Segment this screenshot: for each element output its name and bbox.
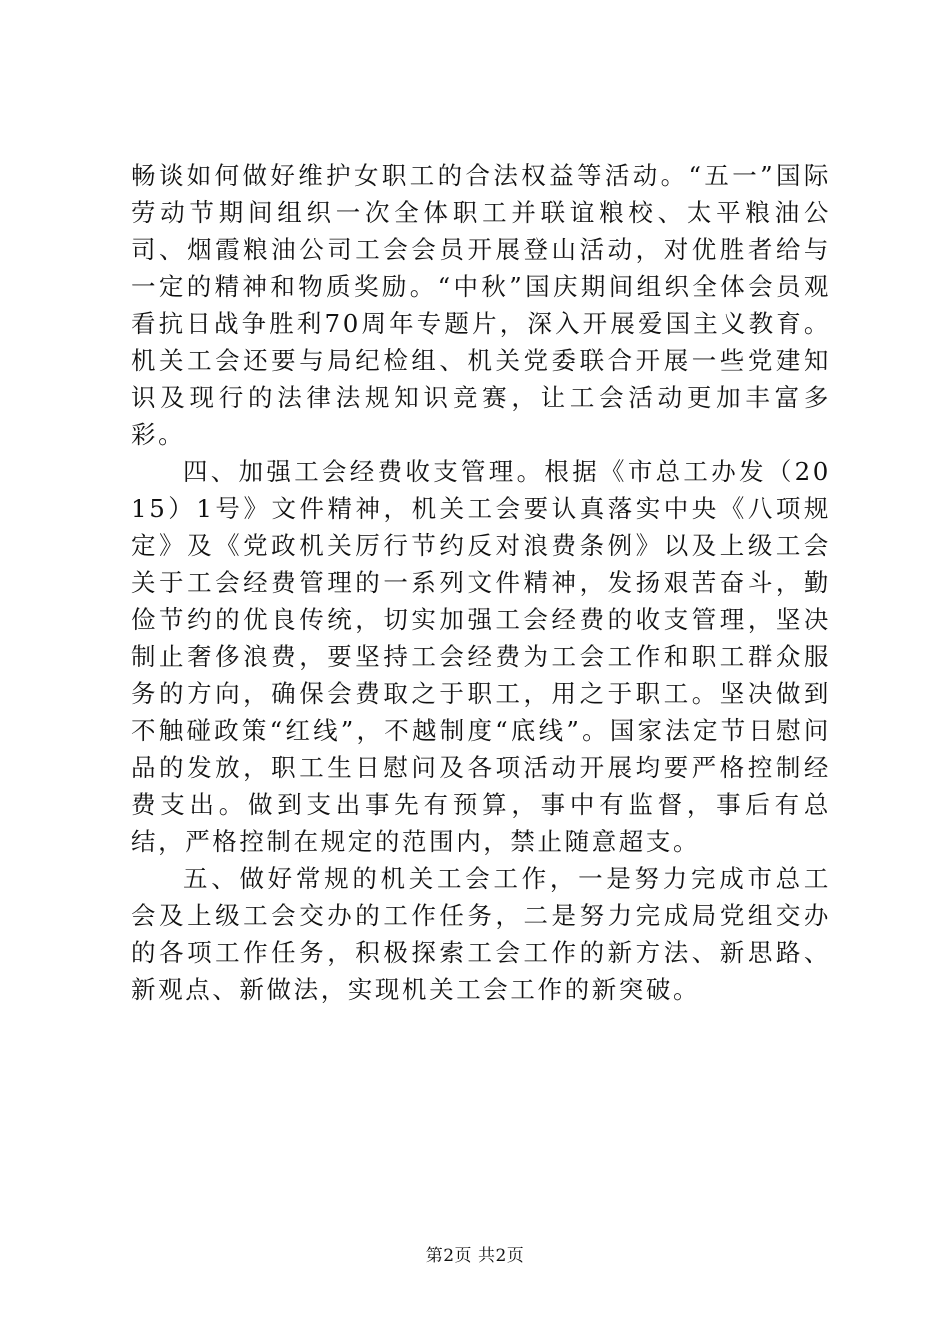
paragraph-section-four: 四、加强工会经费收支管理。根据《市总工办发（2015）1号》文件精神，机关工会要认真落实中央《八项规定》及《党政机关厉行节约反对浪费条例》以及上级工会关于工会经费管理的一系列文件精神，发扬艰苦奋斗，勤俭节约的优良传统，切实加强工会经费的收支管理，坚决制止奢侈浪费，要坚持工会经费为工会工作和职工群众服务的方向，确保会费取之于职工，用之于职工。坚决做到不触碰政策“红线”，不越制度“底线”。国家法定节日慰问品的发放，职工生日慰问及各项活动开展均要严格控制经费支出。做到支出事先有预算，事中有监督，事后有总结，严格控制在规定的范围内，禁止随意超支。	[131, 457, 831, 856]
paragraph-continuation: 畅谈如何做好维护女职工的合法权益等活动。“五一”国际劳动节期间组织一次全体职工并联谊粮校、太平粮油公司、烟霞粮油公司工会会员开展登山活动，对优胜者给与一定的精神和物质奖励。“中秋”国庆期间组织全体会员观看抗日战争胜利70周年专题片，深入开展爱国主义教育。机关工会还要与局纪检组、机关党委联合开展一些党建知识及现行的法律法规知识竞赛，让工会活动更加丰富多彩。	[131, 161, 831, 449]
paragraph-section-five: 五、做好常规的机关工会工作，一是努力完成市总工会及上级工会交办的工作任务，二是努力完成局党组交办的各项工作任务，积极探索工会工作的新方法、新思路、新观点、新做法，实现机关工会工作的新突破。	[131, 864, 831, 1004]
document-body	[131, 157, 831, 1008]
page-footer-page-number: 第2页 共2页	[425, 1246, 525, 1266]
